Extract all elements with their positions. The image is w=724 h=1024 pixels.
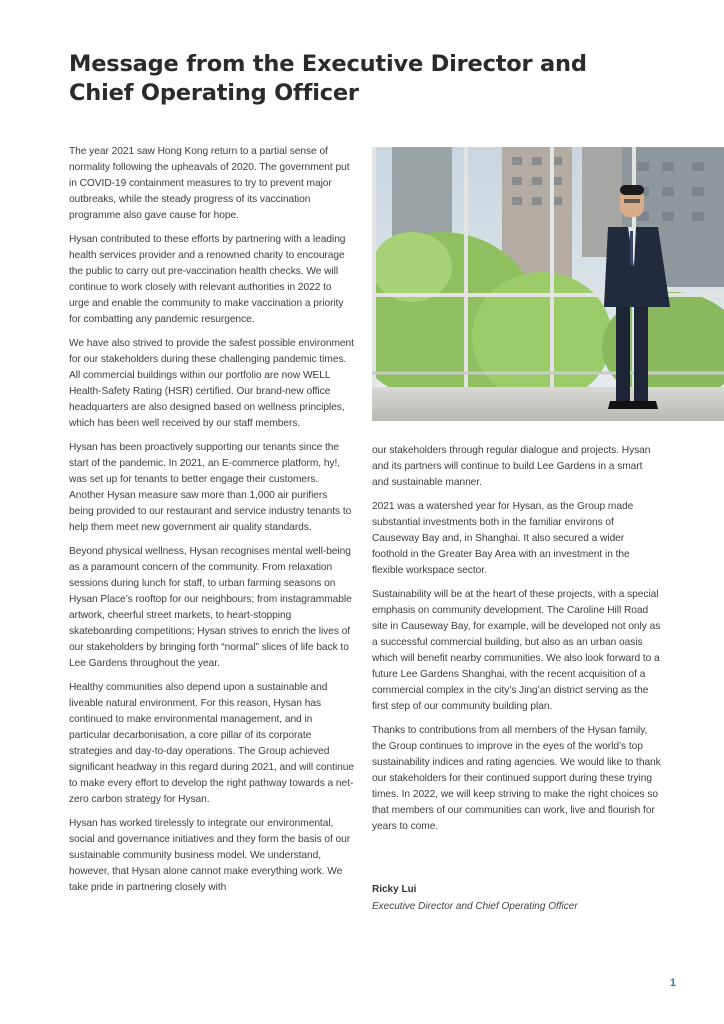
page-title-line-2: Chief Operating Officer [69, 80, 359, 106]
paragraph: Sustainability will be at the heart of these projects, with a special emphasis on community development. The Caroline Hill Road site in Causeway Bay, for example, will be developed not only as a successful commercial building, but also as an urban oasis which will benefit nearby communities. We also look forward to a future Lee Gardens Shanghai, with the recent acquisition of a commercial complex in the city’s Jing’an district serving as the first step of our community building plan. [372, 589, 661, 712]
paragraph: Beyond physical wellness, Hysan recognises mental well-being as a paramount concern of the community. From relaxation sessions during lunch for staff, to urban farming seasons on Hysan Place’s rooftop for our neighbours; from instagrammable artwork, cheerful street markets, to heart-stopping skateboarding competitions; Hysan strives to enrich the lives of our stakeholders by bringing forth “normal” slices of life back to Lee Gardens throughout the year. [69, 546, 352, 669]
left-column [69, 144, 354, 904]
paragraph: Hysan contributed to these efforts by partnering with a leading health services provider and a renowned charity to encourage the public to carry out pre-vaccination health checks. We will continue to work closely with relevant authorities in 2022 to urge and enable the community to make vaccination a priority for combatting any pandemic resurgence. [69, 234, 346, 325]
paragraph: Healthy communities also depend upon a sustainable and liveable natural environment. For this reason, Hysan has continued to make environmental management, and in particular decarbonisation, a core pillar of its corporate strategies and day-to-day operations. The Group achieved significant headway in this regard during 2021, and will continue to make every effort to develop the right pathway towards a net-zero carbon strategy for Hysan. [69, 682, 355, 805]
portrait-illustration [372, 147, 724, 421]
page-title [69, 50, 629, 108]
page-number: 1 [669, 977, 676, 989]
paragraph: Hysan has worked tirelessly to integrate our environmental, social and governance initiatives and they form the basis of our sustainable community business model. We understand, however, that Hysan alone cannot make everything work. We take pride in partnering closely with [69, 818, 351, 893]
paragraph: Hysan has been proactively supporting our tenants since the start of the pandemic. In 2021, an E-commerce platform, hy!, was set up for tenants to better engage their customers. Another Hysan measure saw more than 1,000 air purifiers being provided to our restaurant and service industry tenants to help them meet new government air quality standards. [69, 442, 352, 533]
paragraph: our stakeholders through regular dialogue and projects. Hysan and its partners will continue to build Lee Gardens in a smart and sustainable manner. [372, 445, 651, 488]
paragraph: Thanks to contributions from all members of the Hysan family, the Group continues to improve in the eyes of the world’s top sustainability indices and rating agencies. We would like to thank our stakeholders for their continued support during these trying times. In 2022, we will keep striving to make the right choices so that members of our communities can work, live and flourish for years to come. [372, 725, 661, 832]
signatory-name: Ricky Lui [372, 884, 417, 895]
executive-portrait-photo [372, 147, 724, 421]
paragraph: The year 2021 saw Hong Kong return to a partial sense of normality following the upheavals of 2020. The government put in COVID-19 containment measures to try to prevent major outbreaks, while the steady progress of its vaccination programme also gave cause for hope. [69, 146, 350, 221]
signatory-role: Executive Director and Chief Operating Officer [372, 901, 578, 912]
paragraph: We have also strived to provide the safest possible environment for our stakeholders during these challenging pandemic times. All commercial buildings within our portfolio are now WELL Health-Safety Rating (HSR) certified. Our brand-new office headquarters are also designed based on wellness principles, which has been well received by our staff members. [69, 338, 354, 429]
right-column [372, 443, 662, 843]
signature-block [372, 881, 672, 915]
paragraph: 2021 was a watershed year for Hysan, as the Group made substantial investments both in the familiar environs of Causeway Bay and, in Shanghai. It also secured a wider foothold in the Greater Bay Area with an investment in the flexible workspace sector. [372, 501, 634, 576]
page-title-line-1: Message from the Executive Director and [69, 51, 587, 77]
